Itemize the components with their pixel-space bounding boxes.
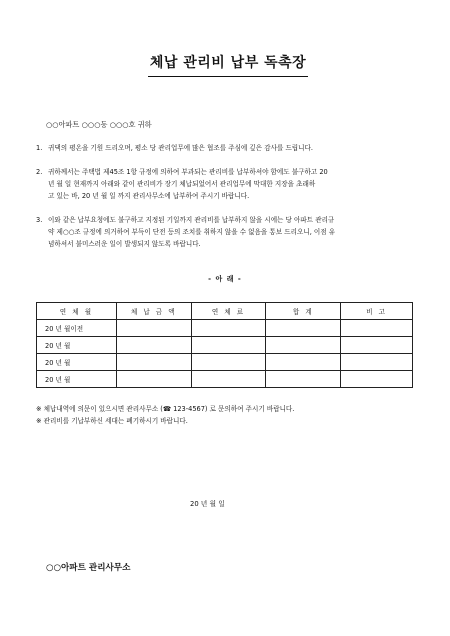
date-line: 20 년 월 일 [190, 500, 225, 508]
addressee: ○○아파트 ○○○동 ○○○호 귀하 [46, 120, 152, 129]
table-row [37, 337, 413, 354]
table-cell [341, 337, 413, 354]
page-title: 체납 관리비 납부 독촉장 [149, 55, 307, 71]
paragraph-3 [36, 214, 414, 250]
paragraph-line: 이와 같은 납부요청에도 불구하고 지정된 기일까지 관리비를 납부하지 않을 시에는 당 아파트 관리규 [48, 216, 335, 224]
header-late-fee: 연 체 료 [191, 303, 266, 320]
table-cell [341, 371, 413, 388]
header-total: 합 계 [266, 303, 341, 320]
paragraph-1 [36, 142, 414, 154]
table-cell [116, 371, 191, 388]
table-cell-period: 20 년 월 [37, 337, 117, 354]
note-discard: ※ 관리비를 기납부하신 세대는 폐기하시기 바랍니다. [36, 417, 188, 425]
table-cell-period: 20 년 월 [37, 371, 117, 388]
table-cell [341, 320, 413, 337]
table-row [37, 354, 413, 371]
title-underline [148, 76, 308, 77]
table-cell [266, 337, 341, 354]
paragraph-line: 념하셔서 불미스러운 일이 발생되지 않도록 바랍니다. [48, 240, 201, 248]
table-cell [191, 354, 266, 371]
header-overdue-month: 연 체 월 [37, 303, 117, 320]
table-cell [341, 354, 413, 371]
table-cell-period: 20 년 월 [37, 354, 117, 371]
table-cell [116, 354, 191, 371]
note-inquiry: ※ 체납내역에 의문이 있으시면 관리사무소 (☎ 123-4567) 로 문의하여 주시기 바랍니다. [36, 405, 295, 413]
header-remarks: 비 고 [341, 303, 413, 320]
table-cell [266, 371, 341, 388]
arrears-table [36, 302, 413, 388]
paragraph-line: 년 월 일 현재까지 아래와 같이 관리비가 장기 체납되었어서 관리업무에 막대한 지장을 초래하 [48, 180, 316, 188]
table-cell [116, 320, 191, 337]
paragraph-number: 3. [36, 216, 43, 224]
title-block [148, 52, 308, 77]
paragraph-number: 1. [36, 144, 43, 152]
paragraph-line: 귀댁의 평온을 기원 드리오며, 평소 당 관리업무에 많은 협조를 주심에 깊은 감사를 드립니다. [48, 144, 314, 152]
table-cell [191, 371, 266, 388]
issuer-signature: ○○아파트 관리사무소 [46, 563, 131, 573]
table-row [37, 320, 413, 337]
table-cell-period: 20 년 월이전 [37, 320, 117, 337]
paragraph-line: 약 제○○조 규정에 의거하여 부득이 단전 등의 조치를 취하지 않을 수 없음을 통보 드리오니, 이점 유 [48, 228, 336, 236]
table-header-row [37, 303, 413, 320]
table-cell [266, 354, 341, 371]
table-cell [191, 337, 266, 354]
header-arrears-amount: 체 납 금 액 [116, 303, 191, 320]
paragraph-line: 고 있는 바, 20 년 월 일 까지 관리사무소에 납부하여 주시기 바랍니다. [48, 192, 250, 200]
table-cell [266, 320, 341, 337]
paragraph-2 [36, 166, 414, 202]
table-cell [116, 337, 191, 354]
table-cell [191, 320, 266, 337]
paragraph-line: 귀하께서는 주택법 제45조 1항 규정에 의하여 부과되는 관리비를 납부하셔야 함에도 불구하고 20 [48, 168, 328, 176]
paragraph-number: 2. [36, 168, 43, 176]
table-row [37, 371, 413, 388]
notice-heading: - 아 래 - [208, 275, 242, 283]
